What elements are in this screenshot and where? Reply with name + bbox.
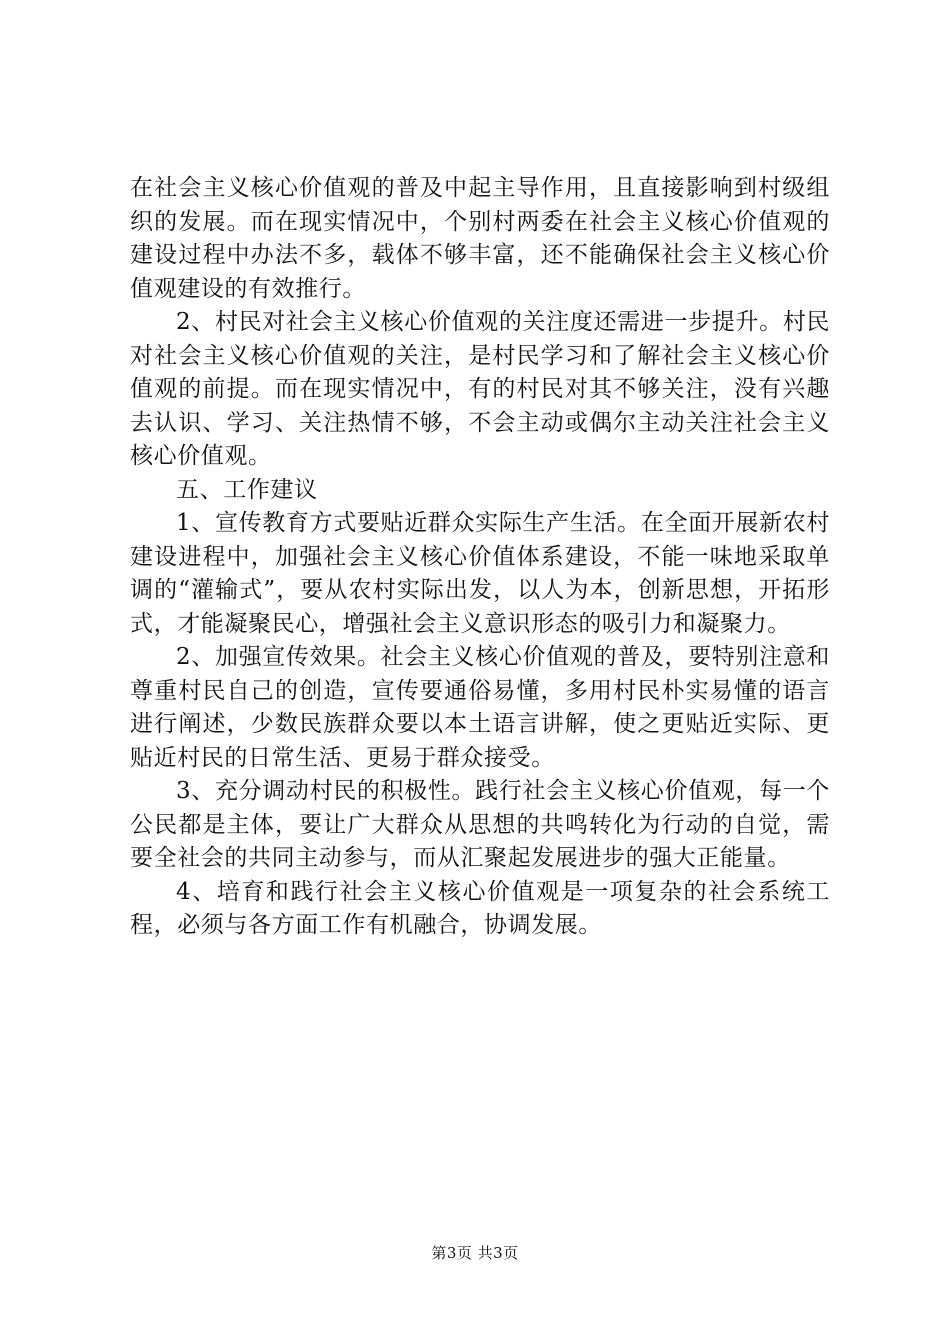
paragraph-suggestion-3: 3、充分调动村民的积极性。践行社会主义核心价值观，每一个公民都是主体，要让广大群众从思想的共鸣转化为行动的自觉，需要全社会的共同主动参与，而从汇聚起发展进步的强大正能量。 — [130, 778, 830, 871]
paragraph-suggestion-2: 2、加强宣传效果。社会主义核心价值观的普及，要特别注意和尊重村民自己的创造，宣传要通俗易懂，多用村民朴实易懂的语言进行阐述，少数民族群众要以本土语言讲解，使之更贴近实际、更贴近村民的日常生活、更易于群众接受。 — [130, 644, 830, 771]
paragraph-suggestion-4: 4、培育和践行社会主义核心价值观是一项复杂的社会系统工程，必须与各方面工作有机融合，协调发展。 — [130, 878, 830, 938]
section-heading-work-suggestions: 五、工作建议 — [176, 476, 318, 503]
paragraph-suggestion-1: 1、宣传教育方式要贴近群众实际生产生活。在全面开展新农村建设进程中，加强社会主义核心价值体系建设，不能一味地采取单调的“灌输式”，要从农村实际出发，以人为本，创新思想，开拓形式，才能凝聚民心，增强社会主义意识形态的吸引力和凝聚力。 — [130, 510, 830, 637]
paragraph-continuation: 在社会主义核心价值观的普及中起主导作用，且直接影响到村级组织的发展。而在现实情况中，个别村两委在社会主义核心价值观的建设过程中办法不多，载体不够丰富，还不能确保社会主义核心价值观建设的有效推行。 — [130, 175, 830, 302]
paragraph-item-2-villager-attention: 2、村民对社会主义核心价值观的关注度还需进一步提升。村民对社会主义核心价值观的关注，是村民学习和了解社会主义核心价值观的前提。而在现实情况中，有的村民对其不够关注，没有兴趣去认识、学习、关注热情不够，不会主动或偶尔主动关注社会主义核心价值观。 — [130, 309, 830, 469]
page-number-footer: 第3页 共3页 — [431, 1244, 519, 1262]
document-body — [130, 172, 830, 943]
